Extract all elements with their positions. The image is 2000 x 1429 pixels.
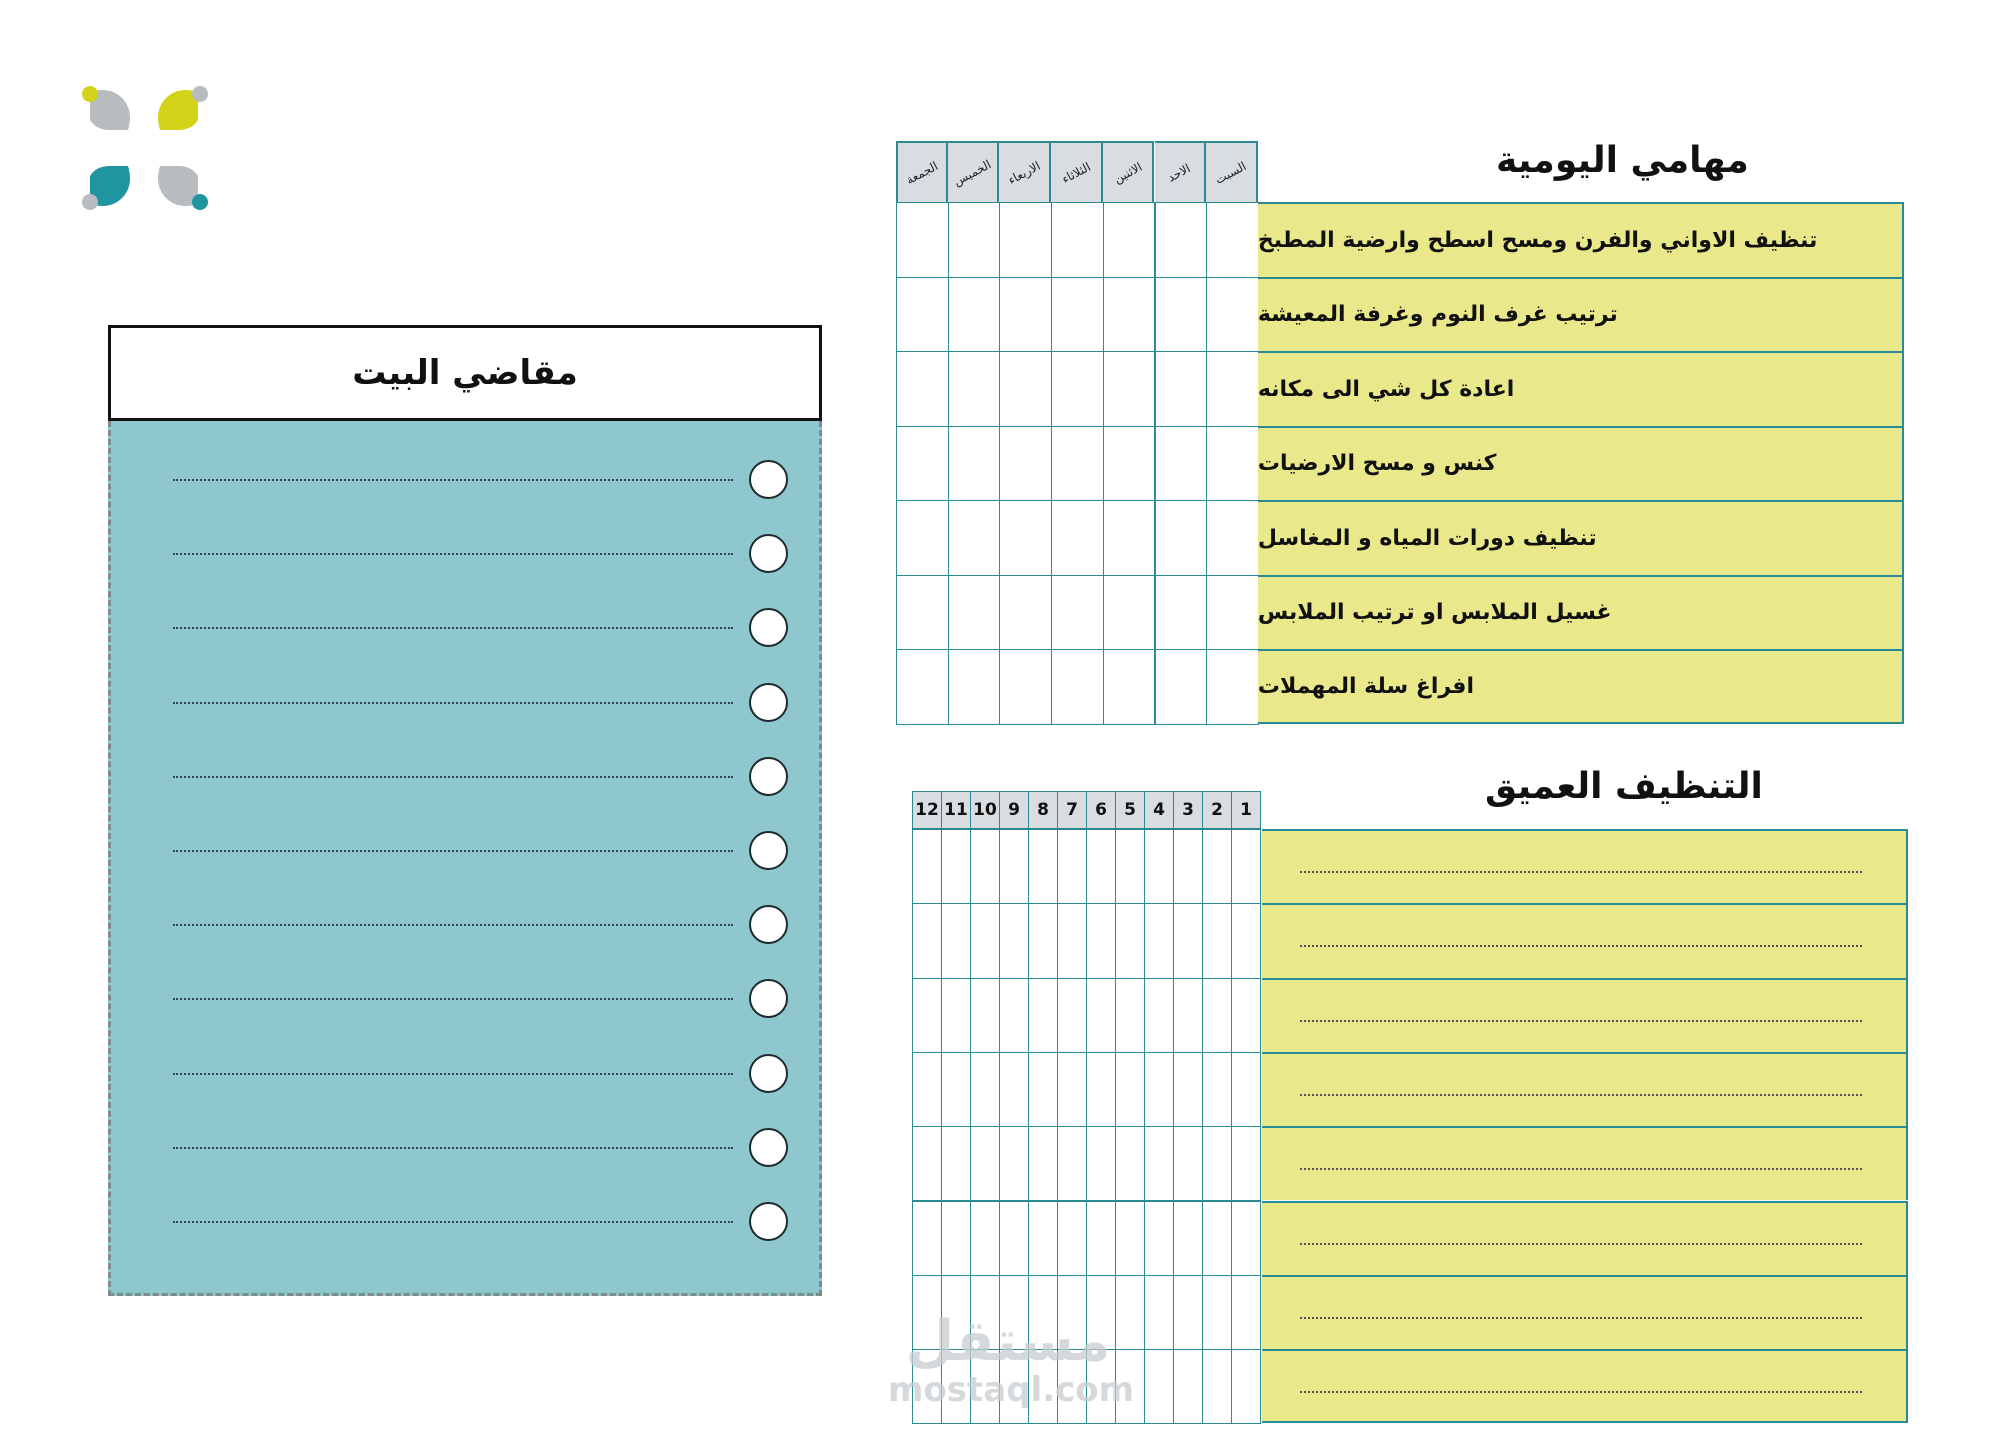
logo-bottom-left-leaf	[82, 166, 130, 210]
daily-task-row	[1258, 426, 1904, 501]
daily-check-cell[interactable]	[1051, 277, 1104, 353]
deep-clean-check-cell[interactable]	[1173, 978, 1203, 1053]
deep-clean-check-cell[interactable]	[1115, 829, 1145, 904]
deep-clean-check-cell[interactable]	[1173, 829, 1203, 904]
daily-check-cell[interactable]	[1206, 277, 1259, 353]
week-number-header: 8	[1028, 791, 1058, 829]
deep-clean-check-cell[interactable]	[1173, 1275, 1203, 1350]
shopping-item-writing-line[interactable]	[173, 479, 733, 481]
daily-check-cell[interactable]	[896, 649, 949, 725]
daily-check-cell[interactable]	[999, 500, 1052, 576]
daily-task-label: ترتيب غرف النوم وغرفة المعيشة	[1257, 302, 1618, 328]
shopping-list-item	[111, 756, 819, 796]
day-header	[1051, 141, 1103, 202]
deep-clean-writing-line[interactable]	[1300, 871, 1862, 873]
deep-clean-check-cell[interactable]	[1231, 903, 1261, 978]
shopping-list-item	[111, 682, 819, 722]
daily-check-cell[interactable]	[1051, 426, 1104, 502]
deep-clean-check-cell[interactable]	[1115, 1126, 1145, 1201]
deep-clean-check-cell[interactable]	[999, 903, 1029, 978]
shopping-item-checkbox[interactable]	[749, 757, 788, 796]
deep-clean-check-cell[interactable]	[1231, 1349, 1261, 1424]
week-number-header: 5	[1115, 791, 1145, 829]
daily-check-cell[interactable]	[1103, 202, 1156, 278]
shopping-item-writing-line[interactable]	[173, 1221, 733, 1223]
watermark	[888, 1309, 1135, 1422]
deep-clean-check-cell[interactable]	[1202, 1052, 1232, 1127]
deep-clean-task-row	[1262, 903, 1908, 977]
week-number-header: 12	[912, 791, 942, 829]
daily-check-cell[interactable]	[1206, 500, 1259, 576]
shopping-list-item	[111, 533, 819, 573]
day-header-label: الاحد	[1165, 160, 1194, 185]
day-header-label: السبت	[1213, 158, 1249, 187]
logo-top-left-leaf	[82, 86, 130, 130]
shopping-item-checkbox[interactable]	[749, 905, 788, 944]
week-number-header: 7	[1057, 791, 1087, 829]
deep-clean-check-cell[interactable]	[1057, 1126, 1087, 1201]
deep-clean-check-cell[interactable]	[1202, 829, 1232, 904]
shopping-list-header	[108, 325, 822, 421]
deep-clean-task-row	[1262, 1349, 1908, 1423]
deep-clean-check-cell[interactable]	[999, 1052, 1029, 1127]
deep-clean-check-cell[interactable]	[1144, 1126, 1174, 1201]
week-number-header: 11	[941, 791, 971, 829]
shopping-item-writing-line[interactable]	[173, 850, 733, 852]
deep-clean-check-cell[interactable]	[912, 1052, 942, 1127]
deep-clean-check-cell[interactable]	[1057, 1201, 1087, 1276]
week-number-header: 10	[970, 791, 1000, 829]
week-number-header: 3	[1173, 791, 1203, 829]
daily-check-cell[interactable]	[999, 351, 1052, 427]
daily-check-cell[interactable]	[1206, 351, 1259, 427]
day-header-label: الاثنين	[1111, 159, 1145, 186]
deep-clean-task-row	[1262, 978, 1908, 1052]
daily-check-cell[interactable]	[948, 649, 1001, 725]
day-header	[1103, 141, 1155, 202]
deep-clean-check-cell[interactable]	[941, 903, 971, 978]
deep-clean-check-cell[interactable]	[941, 1126, 971, 1201]
logo-bottom-right-leaf	[158, 166, 208, 210]
deep-clean-check-cell[interactable]	[970, 1052, 1000, 1127]
daily-tasks-table	[896, 140, 1908, 720]
daily-check-cell[interactable]	[1155, 649, 1208, 725]
daily-task-row	[1258, 649, 1904, 724]
deep-clean-check-cell[interactable]	[1231, 978, 1261, 1053]
daily-check-cell[interactable]	[1103, 575, 1156, 651]
daily-check-cell[interactable]	[896, 277, 949, 353]
deep-clean-check-cell[interactable]	[941, 1201, 971, 1276]
daily-check-cell[interactable]	[1206, 202, 1259, 278]
week-number-header: 2	[1202, 791, 1232, 829]
daily-check-cell[interactable]	[948, 277, 1001, 353]
shopping-list-item	[111, 1127, 819, 1167]
deep-clean-check-cell[interactable]	[999, 1201, 1029, 1276]
deep-clean-check-cell[interactable]	[1173, 1201, 1203, 1276]
deep-clean-writing-line[interactable]	[1300, 1020, 1862, 1022]
deep-clean-writing-line[interactable]	[1300, 1391, 1862, 1393]
deep-clean-check-cell[interactable]	[1144, 1275, 1174, 1350]
deep-clean-writing-line[interactable]	[1300, 945, 1862, 947]
deep-clean-check-cell[interactable]	[1115, 903, 1145, 978]
daily-check-cell[interactable]	[1103, 426, 1156, 502]
daily-task-row	[1258, 500, 1904, 575]
shopping-list-item	[111, 1053, 819, 1093]
daily-check-cell[interactable]	[999, 649, 1052, 725]
daily-check-cell[interactable]	[1155, 277, 1208, 353]
deep-clean-check-cell[interactable]	[1057, 1052, 1087, 1127]
shopping-item-writing-line[interactable]	[173, 1147, 733, 1149]
deep-clean-task-row	[1262, 1052, 1908, 1126]
shopping-list-item	[111, 904, 819, 944]
deep-clean-check-cell[interactable]	[1028, 978, 1058, 1053]
deep-clean-check-cell[interactable]	[1028, 903, 1058, 978]
daily-task-row	[1258, 575, 1904, 650]
daily-check-cell[interactable]	[999, 202, 1052, 278]
daily-check-cell[interactable]	[999, 277, 1052, 353]
daily-task-label: تنظيف الاواني والفرن ومسح اسطح وارضية المطبخ	[1257, 227, 1818, 253]
daily-check-cell[interactable]	[948, 575, 1001, 651]
shopping-list-item	[111, 607, 819, 647]
shopping-item-checkbox[interactable]	[749, 608, 788, 647]
deep-clean-check-cell[interactable]	[1028, 1126, 1058, 1201]
week-number-header: 9	[999, 791, 1029, 829]
deep-clean-check-cell[interactable]	[1231, 1275, 1261, 1350]
deep-clean-check-cell[interactable]	[1086, 978, 1116, 1053]
deep-clean-writing-line[interactable]	[1300, 1094, 1862, 1096]
deep-clean-check-cell[interactable]	[1173, 1126, 1203, 1201]
shopping-item-writing-line[interactable]	[173, 702, 733, 704]
deep-clean-check-cell[interactable]	[912, 1126, 942, 1201]
daily-check-cell[interactable]	[1051, 351, 1104, 427]
daily-check-cell[interactable]	[896, 575, 949, 651]
deep-clean-check-cell[interactable]	[970, 829, 1000, 904]
deep-clean-check-cell[interactable]	[1086, 1052, 1116, 1127]
shopping-list-body	[108, 421, 822, 1296]
week-number-header: 1	[1231, 791, 1261, 829]
daily-check-cell[interactable]	[1051, 202, 1104, 278]
deep-clean-check-cell[interactable]	[1202, 1126, 1232, 1201]
daily-check-cell[interactable]	[948, 500, 1001, 576]
deep-clean-check-cell[interactable]	[941, 829, 971, 904]
deep-clean-check-cell[interactable]	[912, 903, 942, 978]
daily-check-cell[interactable]	[1155, 351, 1208, 427]
deep-clean-check-cell[interactable]	[912, 978, 942, 1053]
daily-check-cell[interactable]	[1103, 649, 1156, 725]
deep-clean-check-cell[interactable]	[1144, 978, 1174, 1053]
day-header	[948, 141, 1000, 202]
deep-clean-check-cell[interactable]	[1028, 1052, 1058, 1127]
deep-clean-check-cell[interactable]	[1115, 978, 1145, 1053]
deep-clean-task-row	[1262, 1126, 1908, 1200]
daily-check-cell[interactable]	[896, 500, 949, 576]
deep-clean-check-cell[interactable]	[1231, 1201, 1261, 1276]
shopping-item-checkbox[interactable]	[749, 1054, 788, 1093]
deep-clean-check-cell[interactable]	[1173, 1052, 1203, 1127]
daily-task-row	[1258, 277, 1904, 352]
shopping-list-item	[111, 978, 819, 1018]
deep-clean-check-cell[interactable]	[912, 1201, 942, 1276]
deep-clean-check-cell[interactable]	[1202, 903, 1232, 978]
daily-task-label: كنس و مسح الارضيات	[1257, 451, 1497, 477]
week-number-header: 6	[1086, 791, 1116, 829]
deep-clean-check-cell[interactable]	[1086, 903, 1116, 978]
deep-clean-writing-line[interactable]	[1300, 1243, 1862, 1245]
daily-check-cell[interactable]	[1155, 500, 1208, 576]
deep-clean-check-cell[interactable]	[1231, 1126, 1261, 1201]
shopping-list-item	[111, 459, 819, 499]
deep-clean-check-cell[interactable]	[1231, 829, 1261, 904]
deep-clean-task-row	[1262, 1201, 1908, 1275]
deep-clean-check-cell[interactable]	[999, 1126, 1029, 1201]
daily-check-cell[interactable]	[1206, 575, 1259, 651]
daily-check-cell[interactable]	[1051, 500, 1104, 576]
deep-clean-check-cell[interactable]	[1144, 903, 1174, 978]
deep-clean-check-cell[interactable]	[1144, 1349, 1174, 1424]
shopping-item-checkbox[interactable]	[749, 683, 788, 722]
deep-clean-check-cell[interactable]	[1086, 1201, 1116, 1276]
deep-clean-writing-line[interactable]	[1300, 1168, 1862, 1170]
daily-task-row	[1258, 351, 1904, 426]
deep-clean-task-row	[1262, 1275, 1908, 1349]
deep-clean-check-cell[interactable]	[1115, 1052, 1145, 1127]
shopping-item-checkbox[interactable]	[749, 1128, 788, 1167]
day-header-label: الجمعة	[903, 158, 941, 187]
deep-clean-check-cell[interactable]	[1028, 1201, 1058, 1276]
deep-clean-check-cell[interactable]	[1115, 1201, 1145, 1276]
daily-task-row	[1258, 202, 1904, 277]
daily-check-cell[interactable]	[1206, 649, 1259, 725]
daily-check-cell[interactable]	[896, 202, 949, 278]
daily-task-label: تنظيف دورات المياه و المغاسل	[1257, 525, 1597, 551]
day-header	[1206, 141, 1258, 202]
deep-clean-check-cell[interactable]	[970, 1201, 1000, 1276]
daily-check-cell[interactable]	[948, 426, 1001, 502]
shopping-item-checkbox[interactable]	[749, 534, 788, 573]
day-header-label: الثلاثاء	[1059, 159, 1093, 186]
day-header-label: الخميس	[951, 156, 994, 189]
deep-clean-task-row	[1262, 829, 1908, 903]
deep-clean-check-cell[interactable]	[1057, 829, 1087, 904]
daily-check-cell[interactable]	[999, 575, 1052, 651]
day-header	[896, 141, 948, 202]
deep-clean-check-cell[interactable]	[1202, 1349, 1232, 1424]
daily-check-cell[interactable]	[948, 351, 1001, 427]
daily-check-cell[interactable]	[1155, 202, 1208, 278]
daily-task-label: غسيل الملابس او ترتيب الملابس	[1257, 600, 1612, 626]
shopping-item-checkbox[interactable]	[749, 831, 788, 870]
daily-check-cell[interactable]	[1051, 649, 1104, 725]
daily-check-cell[interactable]	[896, 351, 949, 427]
shopping-item-checkbox[interactable]	[749, 979, 788, 1018]
daily-check-cell[interactable]	[1155, 575, 1208, 651]
shopping-item-writing-line[interactable]	[173, 1073, 733, 1075]
shopping-item-writing-line[interactable]	[173, 924, 733, 926]
deep-clean-check-cell[interactable]	[970, 978, 1000, 1053]
deep-clean-check-cell[interactable]	[970, 1126, 1000, 1201]
watermark-arabic: مستقل	[905, 1309, 1111, 1374]
deep-clean-check-cell[interactable]	[1173, 903, 1203, 978]
week-number-header: 4	[1144, 791, 1174, 829]
day-header	[999, 141, 1051, 202]
shopping-list-item	[111, 1201, 819, 1241]
deep-clean-title: التنظيف العميق	[1485, 766, 1763, 807]
deep-clean-check-cell[interactable]	[941, 978, 971, 1053]
daily-check-cell[interactable]	[948, 202, 1001, 278]
daily-task-label: افراغ سلة المهملات	[1257, 673, 1475, 699]
day-header	[1155, 141, 1207, 202]
daily-check-cell[interactable]	[1103, 500, 1156, 576]
shopping-item-writing-line[interactable]	[173, 627, 733, 629]
deep-clean-writing-line[interactable]	[1300, 1317, 1862, 1319]
deep-clean-check-cell[interactable]	[1057, 903, 1087, 978]
shopping-item-writing-line[interactable]	[173, 776, 733, 778]
deep-clean-check-cell[interactable]	[1173, 1349, 1203, 1424]
daily-task-label: اعادة كل شي الى مكانه	[1257, 376, 1515, 402]
logo	[76, 80, 212, 216]
deep-clean-check-cell[interactable]	[1144, 1052, 1174, 1127]
daily-check-cell[interactable]	[1103, 277, 1156, 353]
deep-clean-check-cell[interactable]	[999, 829, 1029, 904]
deep-clean-check-cell[interactable]	[1057, 978, 1087, 1053]
deep-clean-check-cell[interactable]	[1202, 1201, 1232, 1276]
deep-clean-check-cell[interactable]	[1144, 1201, 1174, 1276]
daily-check-cell[interactable]	[1051, 575, 1104, 651]
day-header-label: الاربعاء	[1005, 158, 1043, 187]
deep-clean-check-cell[interactable]	[1086, 829, 1116, 904]
deep-clean-check-cell[interactable]	[1086, 1126, 1116, 1201]
deep-clean-check-cell[interactable]	[970, 903, 1000, 978]
shopping-list-title: مقاضي البيت	[352, 353, 578, 393]
daily-check-cell[interactable]	[1103, 351, 1156, 427]
daily-check-cell[interactable]	[1206, 426, 1259, 502]
daily-check-cell[interactable]	[896, 426, 949, 502]
deep-clean-check-cell[interactable]	[912, 829, 942, 904]
daily-check-cell[interactable]	[999, 426, 1052, 502]
shopping-item-checkbox[interactable]	[749, 460, 788, 499]
logo-top-right-leaf	[158, 86, 208, 130]
deep-clean-check-cell[interactable]	[1231, 1052, 1261, 1127]
deep-clean-check-cell[interactable]	[1202, 1275, 1232, 1350]
deep-clean-check-cell[interactable]	[1028, 829, 1058, 904]
watermark-latin: mostaql.com	[888, 1370, 1135, 1410]
daily-check-cell[interactable]	[1155, 426, 1208, 502]
daily-tasks-title: مهامي اليومية	[1496, 140, 1749, 181]
shopping-list-item	[111, 830, 819, 870]
deep-clean-check-cell[interactable]	[941, 1052, 971, 1127]
deep-clean-check-cell[interactable]	[1202, 978, 1232, 1053]
deep-clean-check-cell[interactable]	[1144, 829, 1174, 904]
deep-clean-check-cell[interactable]	[999, 978, 1029, 1053]
shopping-item-writing-line[interactable]	[173, 998, 733, 1000]
shopping-item-checkbox[interactable]	[749, 1202, 788, 1241]
shopping-item-writing-line[interactable]	[173, 553, 733, 555]
